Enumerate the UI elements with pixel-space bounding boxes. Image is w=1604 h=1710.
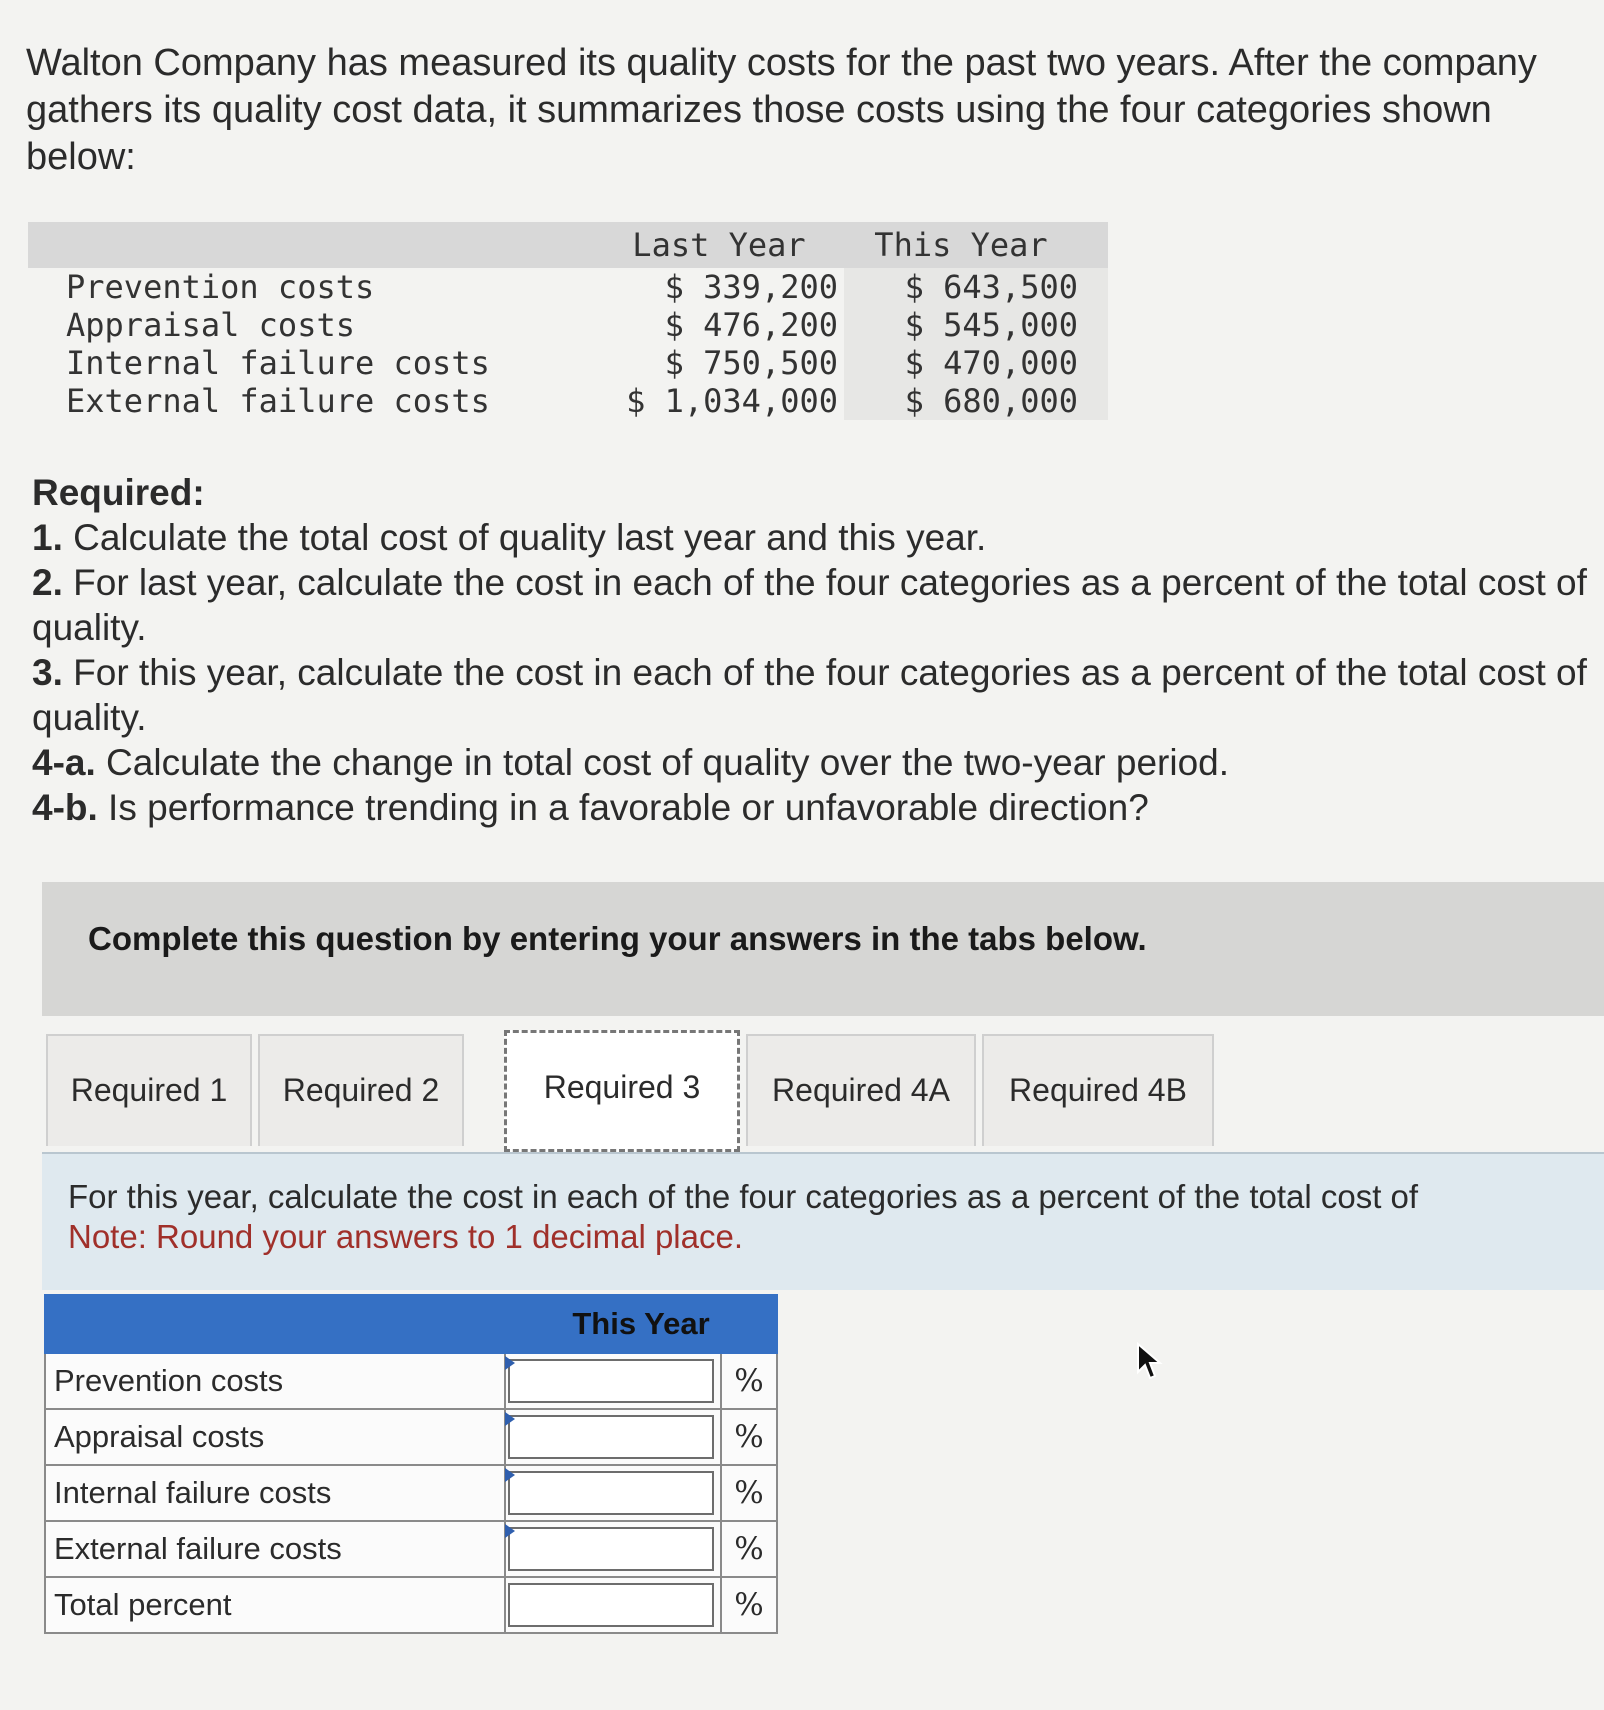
percent-sign: % xyxy=(721,1353,777,1409)
answer-row xyxy=(45,1409,777,1465)
answer-row-label: External failure costs xyxy=(45,1521,505,1577)
header-last-year: Last Year xyxy=(600,222,844,268)
cost-label: External failure costs xyxy=(66,382,490,420)
column-header-this-year: This Year xyxy=(505,1295,777,1353)
item-number: 4-b. xyxy=(32,787,98,828)
cost-table-header xyxy=(28,222,1108,268)
answer-row-label: Total percent xyxy=(45,1577,505,1633)
problem-intro: Walton Company has measured its quality costs for the past two years. After the company gathers its quality cost data, it summarizes those costs using the four categories shown below: xyxy=(26,42,1537,178)
instructions-banner xyxy=(42,882,1604,1016)
cost-last-year: $ 339,200 xyxy=(664,268,838,306)
cost-label: Appraisal costs xyxy=(66,306,355,344)
cost-label: Internal failure costs xyxy=(66,344,490,382)
internal-failure-percent-input[interactable] xyxy=(508,1471,714,1515)
input-marker-icon xyxy=(505,1524,515,1538)
cost-this-year: $ 643,500 xyxy=(844,268,1108,306)
item-number: 1. xyxy=(32,517,63,558)
cost-last-year: $ 1,034,000 xyxy=(626,382,838,420)
percent-sign: % xyxy=(721,1465,777,1521)
required-item-2 xyxy=(32,560,1592,650)
required-list xyxy=(32,470,1592,830)
required-item-4a xyxy=(32,740,1592,785)
cost-last-year: $ 476,200 xyxy=(664,306,838,344)
cost-row xyxy=(28,344,1108,382)
item-text: Calculate the total cost of quality last year and this year. xyxy=(62,517,987,558)
percent-sign: % xyxy=(721,1577,777,1633)
tab-instructions xyxy=(42,1154,1604,1290)
required-item-3 xyxy=(32,650,1592,740)
item-number: 2. xyxy=(32,562,63,603)
tab-required-3[interactable]: Required 3 xyxy=(504,1030,740,1152)
required-item-4b xyxy=(32,785,1592,830)
required-heading: Required: xyxy=(32,472,205,513)
cost-this-year: $ 470,000 xyxy=(844,344,1108,382)
cost-row xyxy=(28,268,1108,306)
instruction-question: For this year, calculate the cost in each of the four categories as a percent of the total cost of xyxy=(68,1178,1419,1215)
prevention-percent-input[interactable] xyxy=(508,1359,714,1403)
cost-label: Prevention costs xyxy=(66,268,375,306)
answer-row-label: Internal failure costs xyxy=(45,1465,505,1521)
tab-required-4a[interactable]: Required 4A xyxy=(746,1034,976,1146)
cost-this-year: $ 545,000 xyxy=(844,306,1108,344)
cost-row xyxy=(28,306,1108,344)
item-text: For last year, calculate the cost in each of the four categories as a percent of the total cost of quality. xyxy=(32,562,1587,648)
quality-cost-table xyxy=(28,222,1108,420)
item-number: 3. xyxy=(32,652,63,693)
cost-this-year: $ 680,000 xyxy=(844,382,1108,420)
answer-row-label: Prevention costs xyxy=(45,1353,505,1409)
item-text: For this year, calculate the cost in each of the four categories as a percent of the total cost of quality. xyxy=(32,652,1587,738)
header-this-year: This Year xyxy=(844,222,1108,268)
tab-required-1[interactable]: Required 1 xyxy=(46,1034,252,1146)
input-marker-icon xyxy=(505,1468,515,1482)
external-failure-percent-input[interactable] xyxy=(508,1527,714,1571)
percent-sign: % xyxy=(721,1521,777,1577)
item-text: Calculate the change in total cost of quality over the two-year period. xyxy=(95,742,1230,783)
input-marker-icon xyxy=(505,1412,515,1426)
cost-last-year: $ 750,500 xyxy=(664,344,838,382)
answer-row-label: Appraisal costs xyxy=(45,1409,505,1465)
input-marker-icon xyxy=(505,1356,515,1370)
total-percent-field xyxy=(508,1583,714,1627)
mouse-cursor-icon xyxy=(1136,1342,1164,1382)
required-item-1 xyxy=(32,515,1592,560)
answer-row xyxy=(45,1577,777,1633)
percent-sign: % xyxy=(721,1409,777,1465)
tab-required-2[interactable]: Required 2 xyxy=(258,1034,464,1146)
cost-row xyxy=(28,382,1108,420)
tab-required-4b[interactable]: Required 4B xyxy=(982,1034,1214,1146)
instruction-note: Note: Round your answers to 1 decimal place. xyxy=(68,1218,744,1255)
answer-row xyxy=(45,1521,777,1577)
item-number: 4-a. xyxy=(32,742,96,783)
banner-text: Complete this question by entering your answers in the tabs below. xyxy=(88,920,1147,957)
item-text: Is performance trending in a favorable or unfavorable direction? xyxy=(97,787,1149,828)
appraisal-percent-input[interactable] xyxy=(508,1415,714,1459)
answer-table-header xyxy=(45,1295,777,1353)
tab-bar xyxy=(46,1030,1604,1152)
answer-row xyxy=(45,1353,777,1409)
answer-table xyxy=(44,1294,778,1634)
answer-row xyxy=(45,1465,777,1521)
